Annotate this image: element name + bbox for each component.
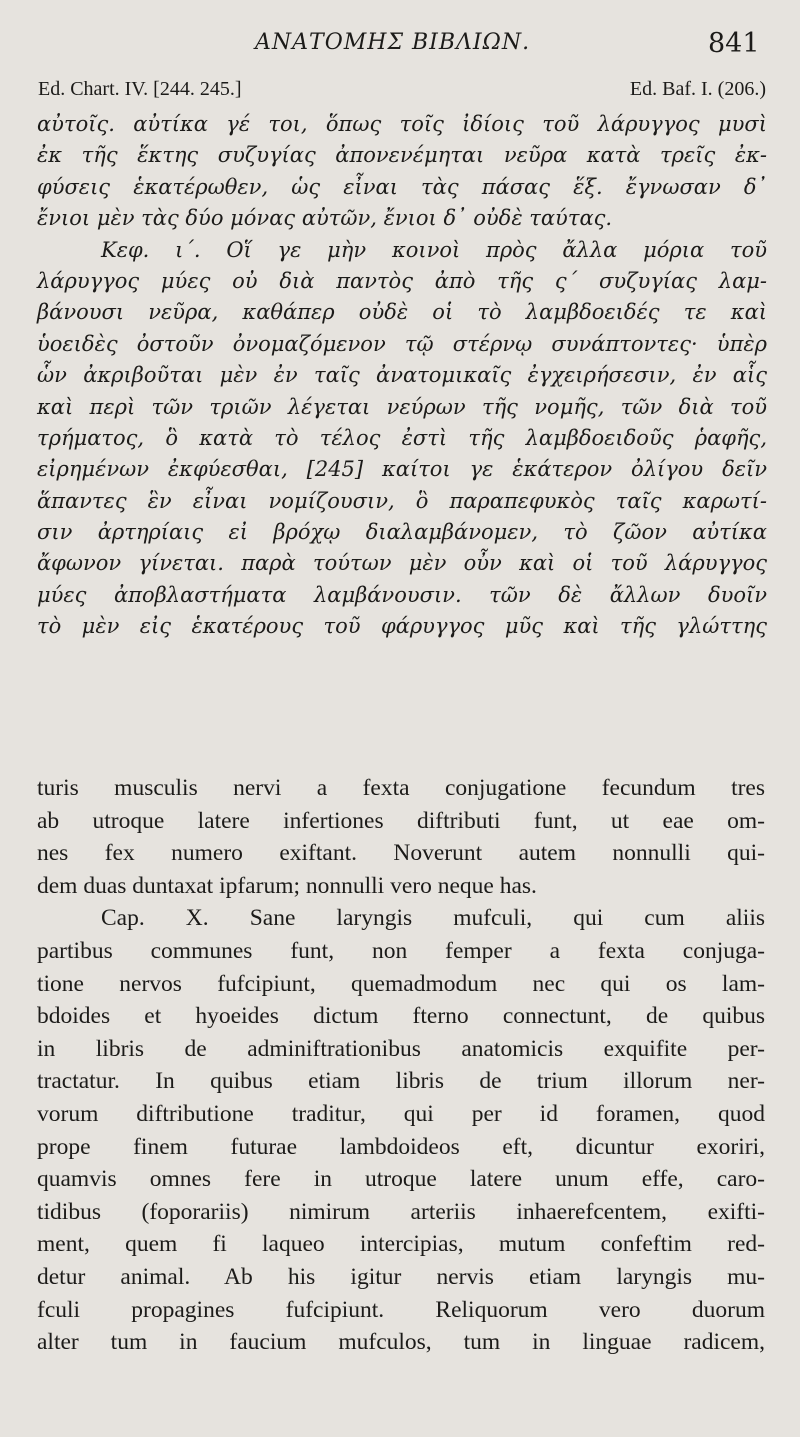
running-title: ΑΝΑΤΟΜΗΣ ΒΙΒΛΙΩΝ.: [255, 30, 531, 55]
greek-line: τὸ μὲν εἰς ἑκατέρους τοῦ φάρυγγος μῦς καὶ τῆς γλώττης: [37, 614, 767, 639]
latin-line: tione nervos fufcipiunt, quemadmodum nec qui os lam-: [37, 970, 765, 997]
greek-line: τρήματος, ὃ κατὰ τὸ τέλος ἐστὶ τῆς λαμβδοειδοῦς ῥαφῆς,: [37, 425, 767, 450]
greek-chapter-heading-line: Κεφ. ι΄. Οἵ γε μὴν κοινοὶ πρὸς ἄλλα μόρια τοῦ: [101, 237, 767, 262]
greek-line: εἰρημένων ἐκφύεσθαι, [245] καίτοι γε ἑκάτερον ὀλίγου δεῖν: [37, 457, 767, 482]
latin-line: prope finem futurae lambdoideos eft, dicuntur exoriri,: [37, 1133, 765, 1160]
latin-line: quamvis omnes fere in utroque latere unum effe, caro-: [37, 1166, 765, 1193]
greek-line: σιν ἀρτηρίαις εἰ βρόχῳ διαλαμβάνομεν, τὸ ζῶον αὐτίκα: [37, 520, 767, 545]
greek-line: λάρυγγος μύες οὐ διὰ παντὸς ἀπὸ τῆς ς΄ συζυγίας λαμ-: [37, 268, 767, 293]
edition-reference-line: [38, 78, 766, 104]
greek-line: ὧν ἀκριβοῦται μὲν ἐν ταῖς ἀνατομικαῖς ἐγχειρήσεσιν, ἐν αἷς: [37, 363, 767, 388]
latin-line: ment, quem fi laqueo intercipias, mutum confeftim red-: [37, 1231, 765, 1258]
latin-line: detur animal. Ab his igitur nervis etiam laryngis mu-: [37, 1263, 765, 1290]
latin-line: vorum diftributione traditur, qui per id foramen, quod: [37, 1100, 765, 1127]
latin-line: turis musculis nervi a fexta conjugatione fecundum tres: [37, 775, 765, 801]
latin-chapter-heading-line: Cap. X. Sane laryngis mufculi, qui cum aliis: [101, 905, 765, 932]
latin-line: tractatur. In quibus etiam libris de trium illorum ner-: [37, 1068, 765, 1095]
latin-line: in libris de adminiftrationibus anatomicis exquifite per-: [37, 1035, 765, 1062]
latin-line: nes fex numero exiftant. Noverunt autem nonnulli qui-: [37, 840, 765, 867]
greek-line: βάνουσι νεῦρα, καθάπερ οὐδὲ οἱ τὸ λαμβδοειδές τε καὶ: [37, 300, 767, 325]
latin-line: ab utroque latere infertiones diftributi funt, ut eae om-: [37, 807, 765, 834]
latin-line: bdoides et hyoeides dictum fterno connectunt, de quibus: [37, 1003, 765, 1030]
latin-line: alter tum in faucium mufculos, tum in linguae radicem,: [37, 1329, 765, 1356]
greek-line: ἄφωνον γίνεται. παρὰ τούτων μὲν οὖν καὶ οἱ τοῦ λάρυγγος: [37, 551, 767, 576]
greek-line: ἔνιοι μὲν τὰς δύο μόνας αὐτῶν, ἔνιοι δ᾽ οὐδὲ ταύτας.: [37, 206, 613, 231]
running-head: [0, 30, 800, 64]
greek-line: φύσεις ἑκατέρωθεν, ὡς εἶναι τὰς πάσας ἕξ. ἔγνωσαν δ᾽: [37, 174, 767, 199]
greek-line: αὐτοῖς. αὐτίκα γέ τοι, ὅπως τοῖς ἰδίοις τοῦ λάρυγγος μυσὶ: [37, 112, 767, 136]
edition-chartier-reference: Ed. Chart. IV. [244. 245.]: [38, 78, 242, 100]
latin-line: fculi propagines fufcipiunt. Reliquorum vero duorum: [37, 1296, 765, 1323]
greek-line: ὑοειδὲς ὀστοῦν ὀνομαζόμενον τῷ στέρνῳ συνάπτοντες· ὑπὲρ: [37, 331, 767, 356]
greek-text-column: [37, 109, 767, 643]
latin-text-column: [37, 772, 765, 1359]
greek-line: ἅπαντες ἓν εἶναι νομίζουσιν, ὃ παραπεφυκὸς ταῖς καρωτί-: [37, 488, 767, 513]
greek-line: μύες ἀποβλαστήματα λαμβάνουσιν. τῶν δὲ ἄλλων δυοῖν: [37, 582, 767, 607]
page-number: 841: [708, 28, 760, 59]
latin-line: partibus communes funt, non femper a fexta conjuga-: [37, 937, 765, 964]
edition-basel-reference: Ed. Baf. I. (206.): [629, 78, 766, 100]
latin-line: dem duas duntaxat ipfarum; nonnulli vero neque has.: [37, 872, 537, 899]
greek-line: καὶ περὶ τῶν τριῶν λέγεται νεύρων τῆς νομῆς, τῶν διὰ τοῦ: [37, 394, 767, 419]
latin-line: tidibus (foporariis) nimirum arteriis inhaerefcentem, exifti-: [37, 1198, 765, 1225]
greek-line: ἐκ τῆς ἕκτης συζυγίας ἀπονενέμηται νεῦρα κατὰ τρεῖς ἐκ-: [37, 143, 767, 168]
